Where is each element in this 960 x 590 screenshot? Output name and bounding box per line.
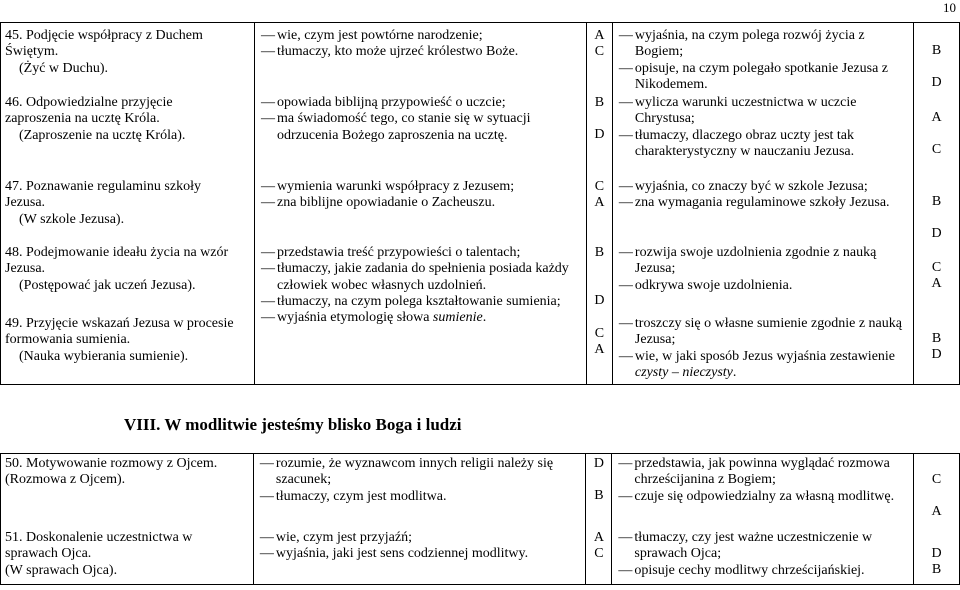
level-label: B — [594, 95, 605, 110]
level-label: B — [594, 245, 605, 260]
objective-item: — zna biblijne opowiadanie o Zacheuszu. — [261, 195, 496, 211]
outcome-item: — wyjaśnia, co znaczy być w szkole Jezusa; — [618, 179, 868, 194]
level-label: A — [931, 504, 942, 520]
objective-item: — wyjaśnia, jaki jest sens codziennej modlitwy. — [259, 546, 529, 562]
level-label: C — [594, 325, 605, 341]
level-label: A — [931, 110, 942, 125]
level-label: B — [931, 43, 942, 58]
objective-item: — opowiada biblijną przypowieść o uczcie; — [261, 95, 506, 110]
outcome-item: — tłumaczy, czy jest ważne uczestniczenie w sprawach Ojca; — [618, 530, 873, 562]
objective-item: — wyjaśnia etymologię słowa sumienie. — [261, 310, 487, 326]
curriculum-table-top — [0, 22, 960, 385]
level-label: B — [931, 331, 942, 346]
objective-item: — wymienia warunki współpracy z Jezusem; — [261, 179, 515, 194]
level-label: D — [931, 546, 942, 561]
outcome-item: — troszczy się o własne sumienie zgodnie z nauką Jezusa; — [618, 316, 902, 348]
outcome-levels-cell — [914, 454, 960, 585]
level-label: D — [594, 293, 605, 309]
objectives-cell — [253, 454, 586, 585]
level-label: A — [593, 530, 604, 545]
objective-item: — wie, czym jest powtórne narodzenie; — [261, 28, 483, 43]
objective-item: — tłumaczy, czym jest modlitwa. — [259, 488, 447, 504]
page-number: 10 — [943, 0, 956, 15]
level-label: C — [594, 44, 605, 60]
theme-title: 51. Doskonalenie uczestnictwa w sprawach Ojca. — [5, 530, 193, 562]
objective-item: — rozumie, że wyznawcom innych religii należy się szacunek; — [259, 456, 554, 488]
outcomes-cell — [612, 23, 913, 385]
level-label: D — [931, 75, 942, 91]
objective-item: — przedstawia treść przypowieści o talentach; — [261, 245, 521, 260]
outcome-item: — tłumaczy, dlaczego obraz uczty jest tak charakterystyczny w nauczaniu Jezusa. — [618, 127, 855, 159]
level-label: B — [931, 194, 942, 209]
theme-title: 49. Przyjęcie wskazań Jezusa w procesie formowania sumienia. — [5, 316, 234, 348]
level-label: C — [931, 260, 942, 275]
theme-subtitle: (Żyć w Duchu). — [19, 60, 109, 76]
level-label: D — [931, 226, 942, 242]
outcome-levels-cell — [914, 23, 960, 385]
theme-title: 50. Motywowanie rozmowy z Ojcem. — [5, 456, 218, 471]
level-label: B — [931, 562, 942, 578]
theme-subtitle: (Zaproszenie na ucztę Króla). — [19, 127, 186, 143]
theme-subtitle: (W sprawach Ojca). — [5, 562, 118, 578]
theme-subtitle: (Rozmowa z Ojcem). — [5, 472, 126, 488]
outcome-item: — wylicza warunki uczestnictwa w uczcie Chrystusa; — [618, 95, 857, 127]
theme-subtitle: (Nauka wybierania sumienie). — [19, 348, 189, 364]
theme-title: 46. Odpowiedzialne przyjęcie zaproszenia na ucztę Króla. — [5, 95, 173, 127]
theme-title: 45. Podjęcie współpracy z Duchem Świętym. — [5, 28, 203, 60]
objective-item: — wie, czym jest przyjaźń; — [259, 530, 412, 545]
outcome-item: — wyjaśnia, na czym polega rozwój życia z Bogiem; — [618, 28, 865, 60]
curriculum-table-bottom — [0, 453, 960, 585]
objectives-cell — [255, 23, 587, 385]
objective-item: — tłumaczy, jakie zadania do spełnienia posiada każdy człowiek wobec własnych uzdolnień. — [261, 261, 569, 293]
objective-item: — tłumaczy, kto może ujrzeć królestwo Boże. — [261, 44, 519, 60]
outcome-item: — opisuje cechy modlitwy chrześcijańskiej. — [618, 562, 865, 578]
level-label: A — [594, 28, 605, 43]
level-label: D — [931, 347, 942, 363]
outcome-item: — czuje się odpowiedzialny za własną modlitwę. — [618, 488, 895, 504]
theme-title: 47. Poznawanie regulaminu szkoły Jezusa. — [5, 179, 201, 211]
level-label: A — [594, 195, 605, 211]
outcome-item: — opisuje, na czym polegało spotkanie Jezusa z Nikodemem. — [618, 60, 888, 92]
objective-levels-cell — [586, 23, 612, 385]
level-label: C — [594, 546, 604, 562]
objective-item: — ma świadomość tego, co stanie się w sytuacji odrzucenia Bożego zaproszenia na ucztę. — [261, 111, 531, 143]
themes-cell — [1, 454, 254, 585]
objective-item: — tłumaczy, na czym polega kształtowanie sumienia; — [261, 293, 561, 309]
outcome-item: — przedstawia, jak powinna wyglądać rozmowa chrześcijanina z Bogiem; — [618, 456, 890, 488]
level-label: A — [594, 341, 605, 357]
outcome-item: — zna wymagania regulaminowe szkoły Jezusa. — [618, 195, 890, 211]
themes-cell — [1, 23, 255, 385]
theme-subtitle: (Postępować jak uczeń Jezusa). — [19, 277, 196, 293]
outcomes-cell — [612, 454, 914, 585]
outcome-item: — rozwija swoje uzdolnienia zgodnie z nauką Jezusa; — [618, 245, 877, 277]
objective-levels-cell — [586, 454, 612, 585]
outcome-item: — odkrywa swoje uzdolnienia. — [618, 277, 793, 293]
level-label: C — [931, 142, 942, 158]
theme-title: 48. Podejmowanie ideału życia na wzór Jezusa. — [5, 245, 229, 277]
section-title: VIII. W modlitwie jesteśmy blisko Boga i ludzi — [124, 415, 462, 434]
level-label: B — [594, 488, 604, 504]
level-label: C — [594, 179, 605, 194]
level-label: C — [931, 472, 942, 487]
theme-subtitle: (W szkole Jezusa). — [19, 211, 125, 227]
outcome-item: — wie, w jaki sposób Jezus wyjaśnia zestawienie czysty – nieczysty. — [618, 348, 896, 380]
level-label: A — [931, 276, 942, 292]
level-label: D — [593, 456, 604, 471]
level-label: D — [594, 127, 605, 143]
